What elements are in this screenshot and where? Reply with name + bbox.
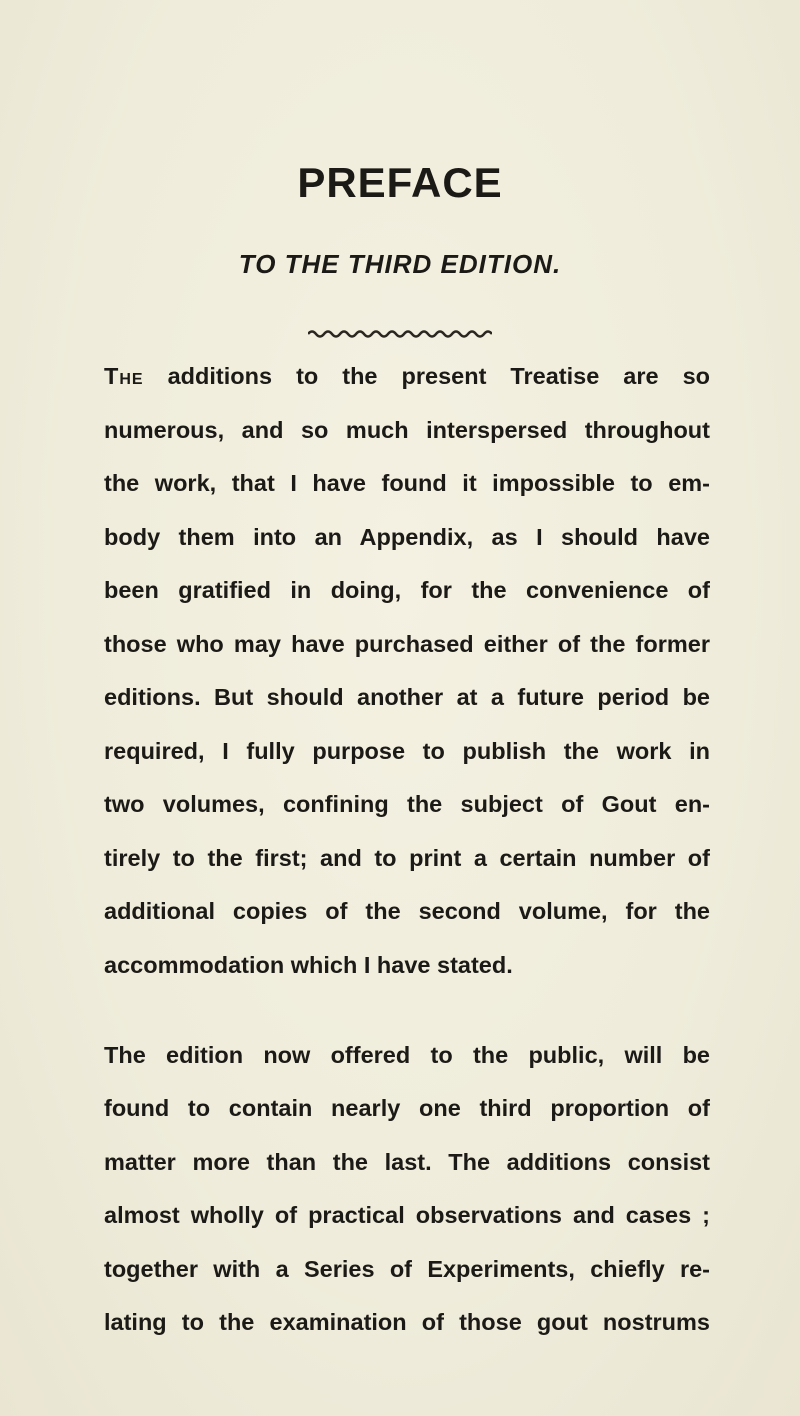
page-title: PREFACE (297, 159, 503, 206)
text-line: together with a Series of Experiments, chiefly re- (104, 1256, 710, 1282)
page-subtitle: TO THE THIRD EDITION. (238, 249, 562, 279)
text-line: body them into an Appendix, as I should have (104, 524, 710, 550)
text-line: the work, that I have found it impossible to em- (104, 470, 710, 496)
text-line: matter more than the last. The additions consist (104, 1149, 710, 1175)
text-line: found to contain nearly one third proportion of (104, 1095, 710, 1121)
text-line: lating to the examination of those gout nostrums (104, 1309, 710, 1335)
wavy-rule-ornament-icon (308, 329, 492, 339)
text-line: been gratified in doing, for the convenience of (104, 577, 710, 603)
text-line: tirely to the first; and to print a certain number of (104, 845, 710, 871)
text-line: two volumes, confining the subject of Gout en- (104, 791, 710, 817)
text-line: accommodation which I have stated. (104, 952, 513, 978)
text-line: The additions to the present Treatise are so (104, 363, 710, 389)
text-line: numerous, and so much interspersed throughout (104, 417, 710, 443)
text-line: editions. But should another at a future period be (104, 684, 710, 710)
text-line: almost wholly of practical observations and cases ; (104, 1202, 710, 1228)
text-line: required, I fully purpose to publish the work in (104, 738, 710, 764)
drop-word: The (104, 363, 144, 389)
text-line: The edition now offered to the public, will be (104, 1042, 710, 1068)
text-line: those who may have purchased either of the former (104, 631, 710, 657)
text-line: additional copies of the second volume, for the (104, 898, 710, 924)
